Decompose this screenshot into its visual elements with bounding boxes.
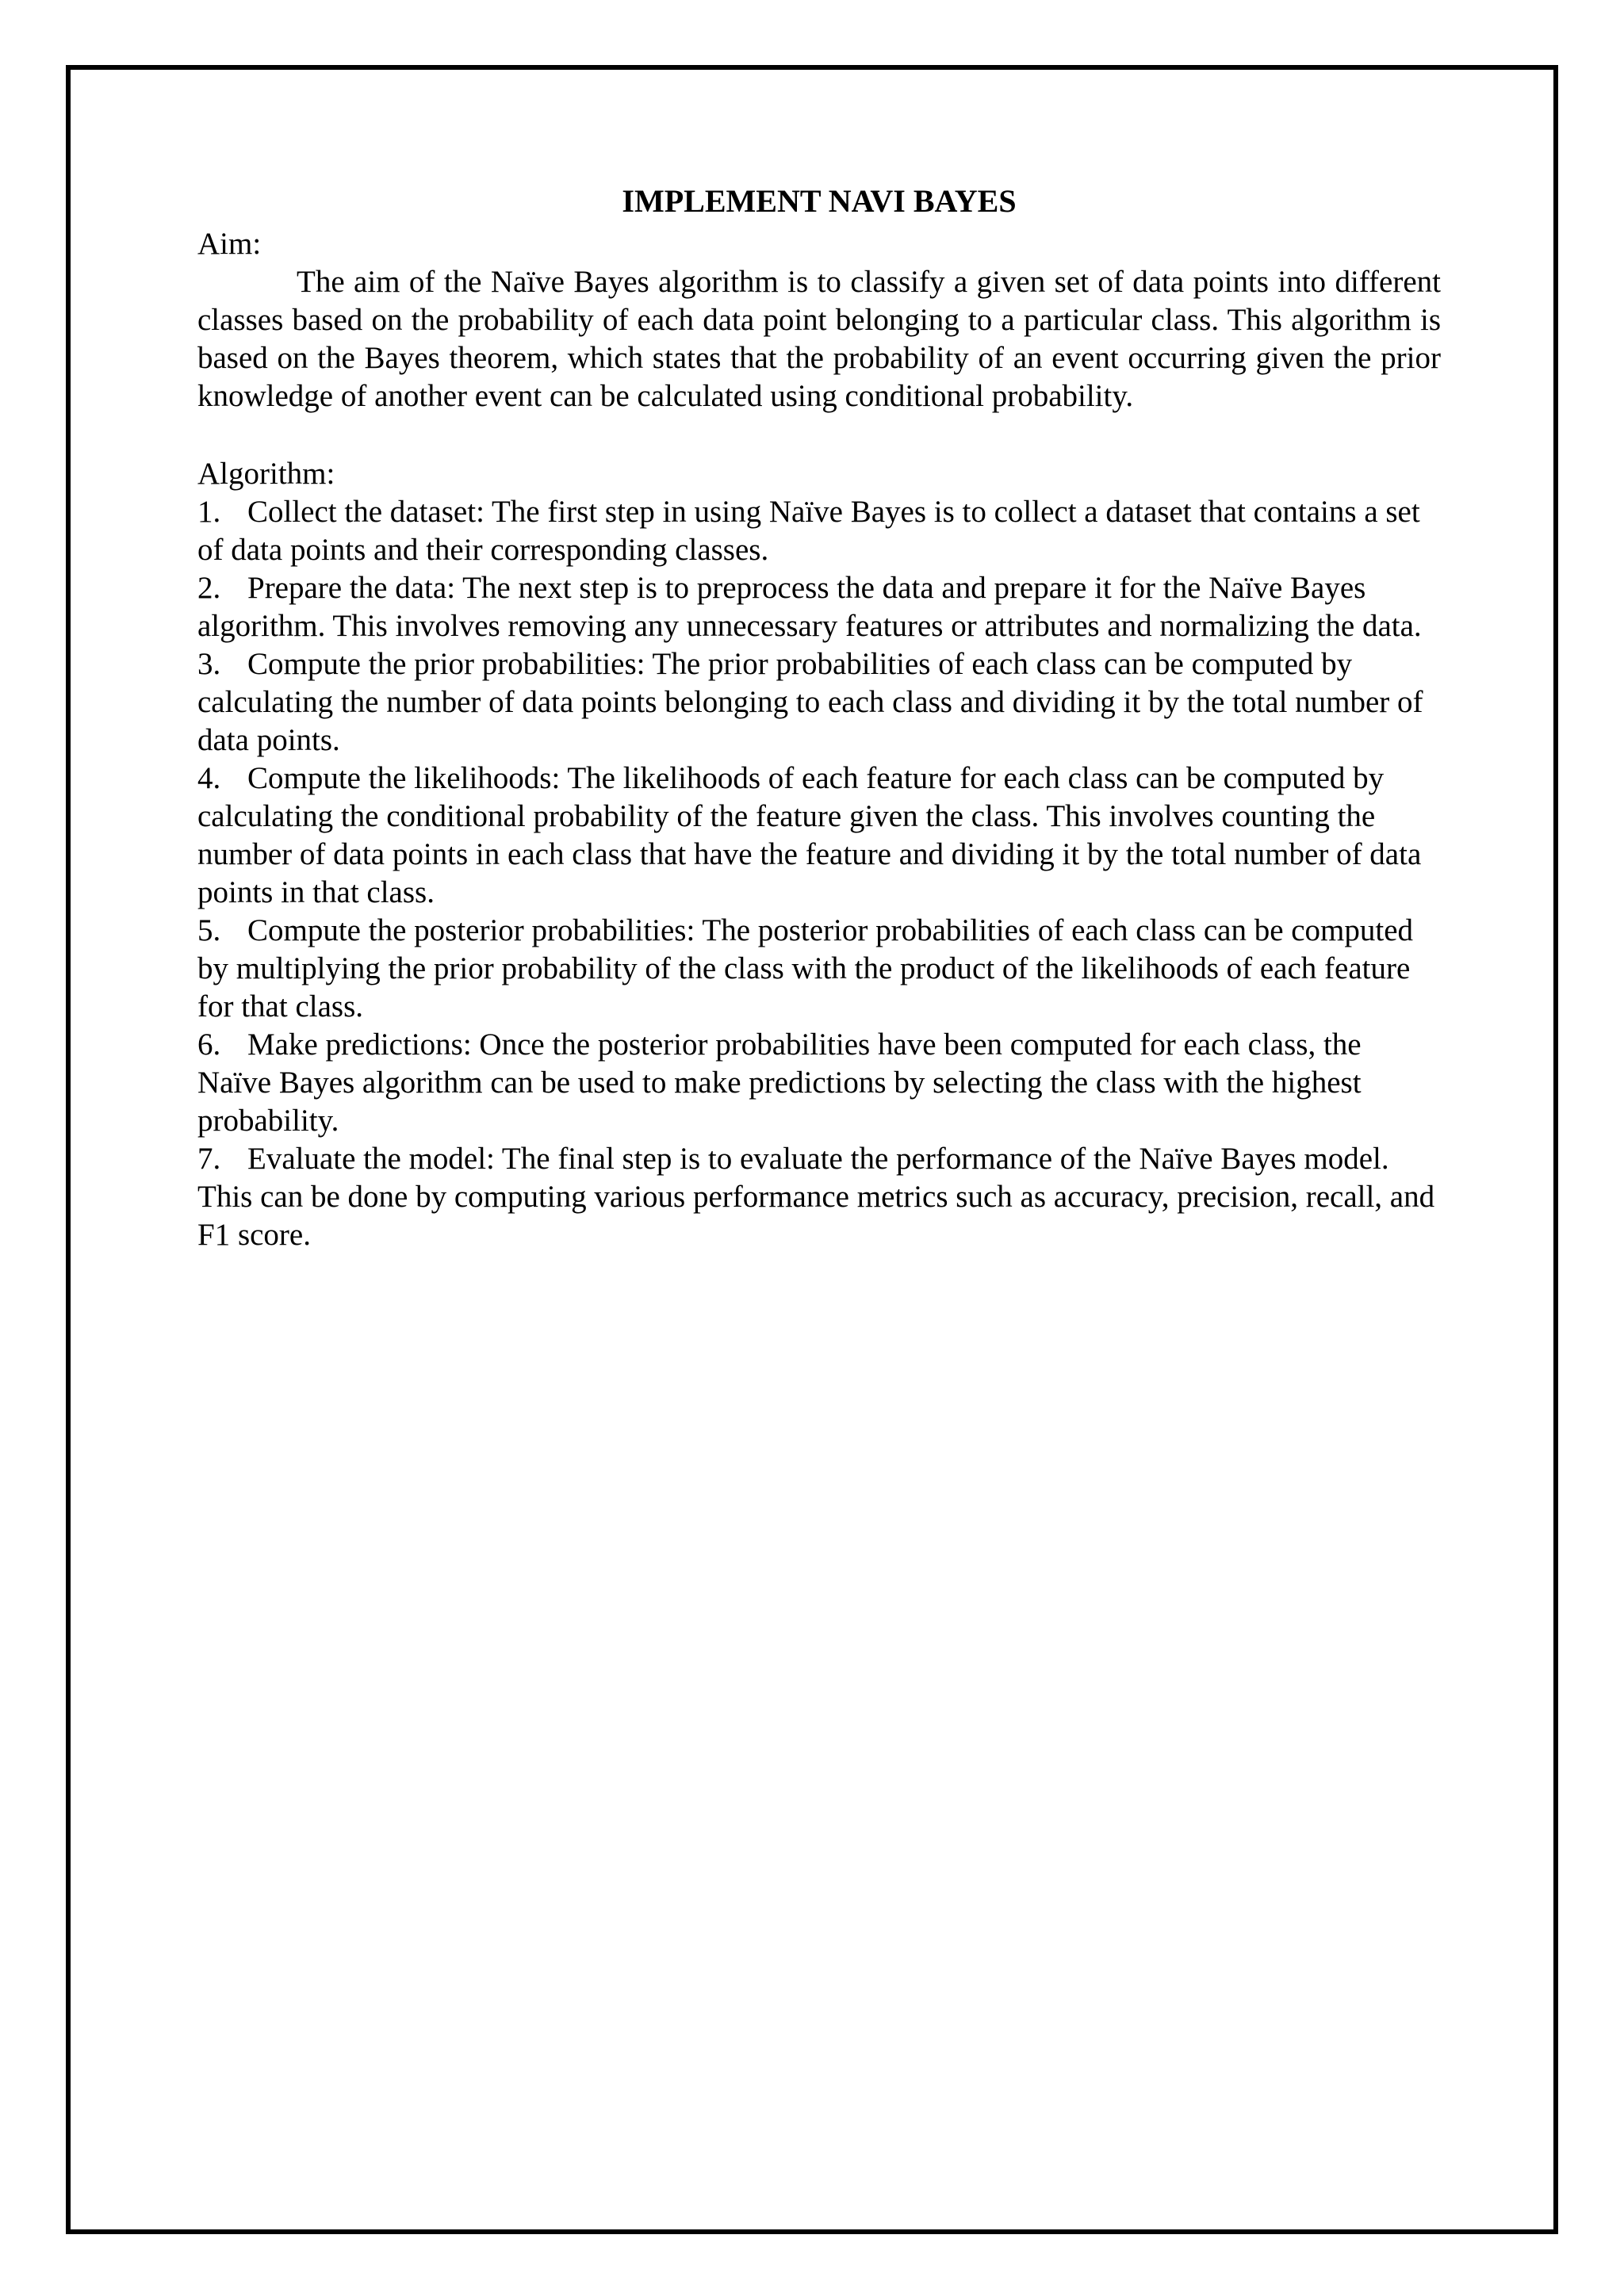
- step-number: 7.: [197, 1142, 221, 1176]
- section-spacer: [197, 415, 1441, 455]
- algorithm-step: [197, 1140, 1441, 1254]
- page-title: IMPLEMENT NAVI BAYES: [622, 183, 1017, 219]
- step-text: Compute the posterior probabilities: The posterior probabilities of each class can be computed by multiplying the prior probability of the class with the product of the likelihoods of each feature for that class.: [197, 913, 1414, 1024]
- step-text: Evaluate the model: The final step is to evaluate the performance of the Naïve Bayes model. This can be done by computing various performance metrics such as accuracy, precision, recall, and F1 score.: [197, 1142, 1435, 1252]
- aim-paragraph: The aim of the Naïve Bayes algorithm is to classify a given set of data points into different classes based on the probability of each data point belonging to a particular class. This algorithm is based on the Bayes theorem, which states that the probability of an event occurring given the prior knowledge of another event can be calculated using conditional probability.: [197, 265, 1441, 413]
- step-number: 6.: [197, 1027, 221, 1062]
- algorithm-step: [197, 493, 1441, 569]
- algorithm-step: [197, 1026, 1441, 1140]
- step-number: 4.: [197, 761, 221, 795]
- step-text: Prepare the data: The next step is to preprocess the data and prepare it for the Naïve Bayes algorithm. This involves removing any unnecessary features or attributes and normalizing the data.: [197, 571, 1422, 643]
- step-text: Make predictions: Once the posterior probabilities have been computed for each class, the Naïve Bayes algorithm can be used to make predictions by selecting the class with the highest probability.: [197, 1027, 1362, 1138]
- algorithm-step: [197, 569, 1441, 645]
- algorithm-label: Algorithm:: [197, 457, 335, 491]
- algorithm-steps: [197, 493, 1441, 1254]
- step-number: 1.: [197, 495, 221, 529]
- document-body: [197, 182, 1441, 1254]
- algorithm-step: [197, 912, 1441, 1026]
- step-text: Collect the dataset: The first step in using Naïve Bayes is to collect a dataset that contains a set of data points and their corresponding classes.: [197, 495, 1420, 567]
- step-number: 5.: [197, 913, 221, 947]
- aim-label: Aim:: [197, 227, 262, 261]
- step-text: Compute the prior probabilities: The prior probabilities of each class can be computed by calculating the number of data points belonging to each class and dividing it by the total number of data points.: [197, 647, 1423, 757]
- step-text: Compute the likelihoods: The likelihoods of each feature for each class can be computed by calculating the conditional probability of the feature given the class. This involves counting the number of data points in each class that have the feature and dividing it by the total number of data points in that class.: [197, 761, 1422, 909]
- step-number: 3.: [197, 647, 221, 681]
- algorithm-step: [197, 645, 1441, 760]
- algorithm-step: [197, 760, 1441, 912]
- step-number: 2.: [197, 571, 221, 605]
